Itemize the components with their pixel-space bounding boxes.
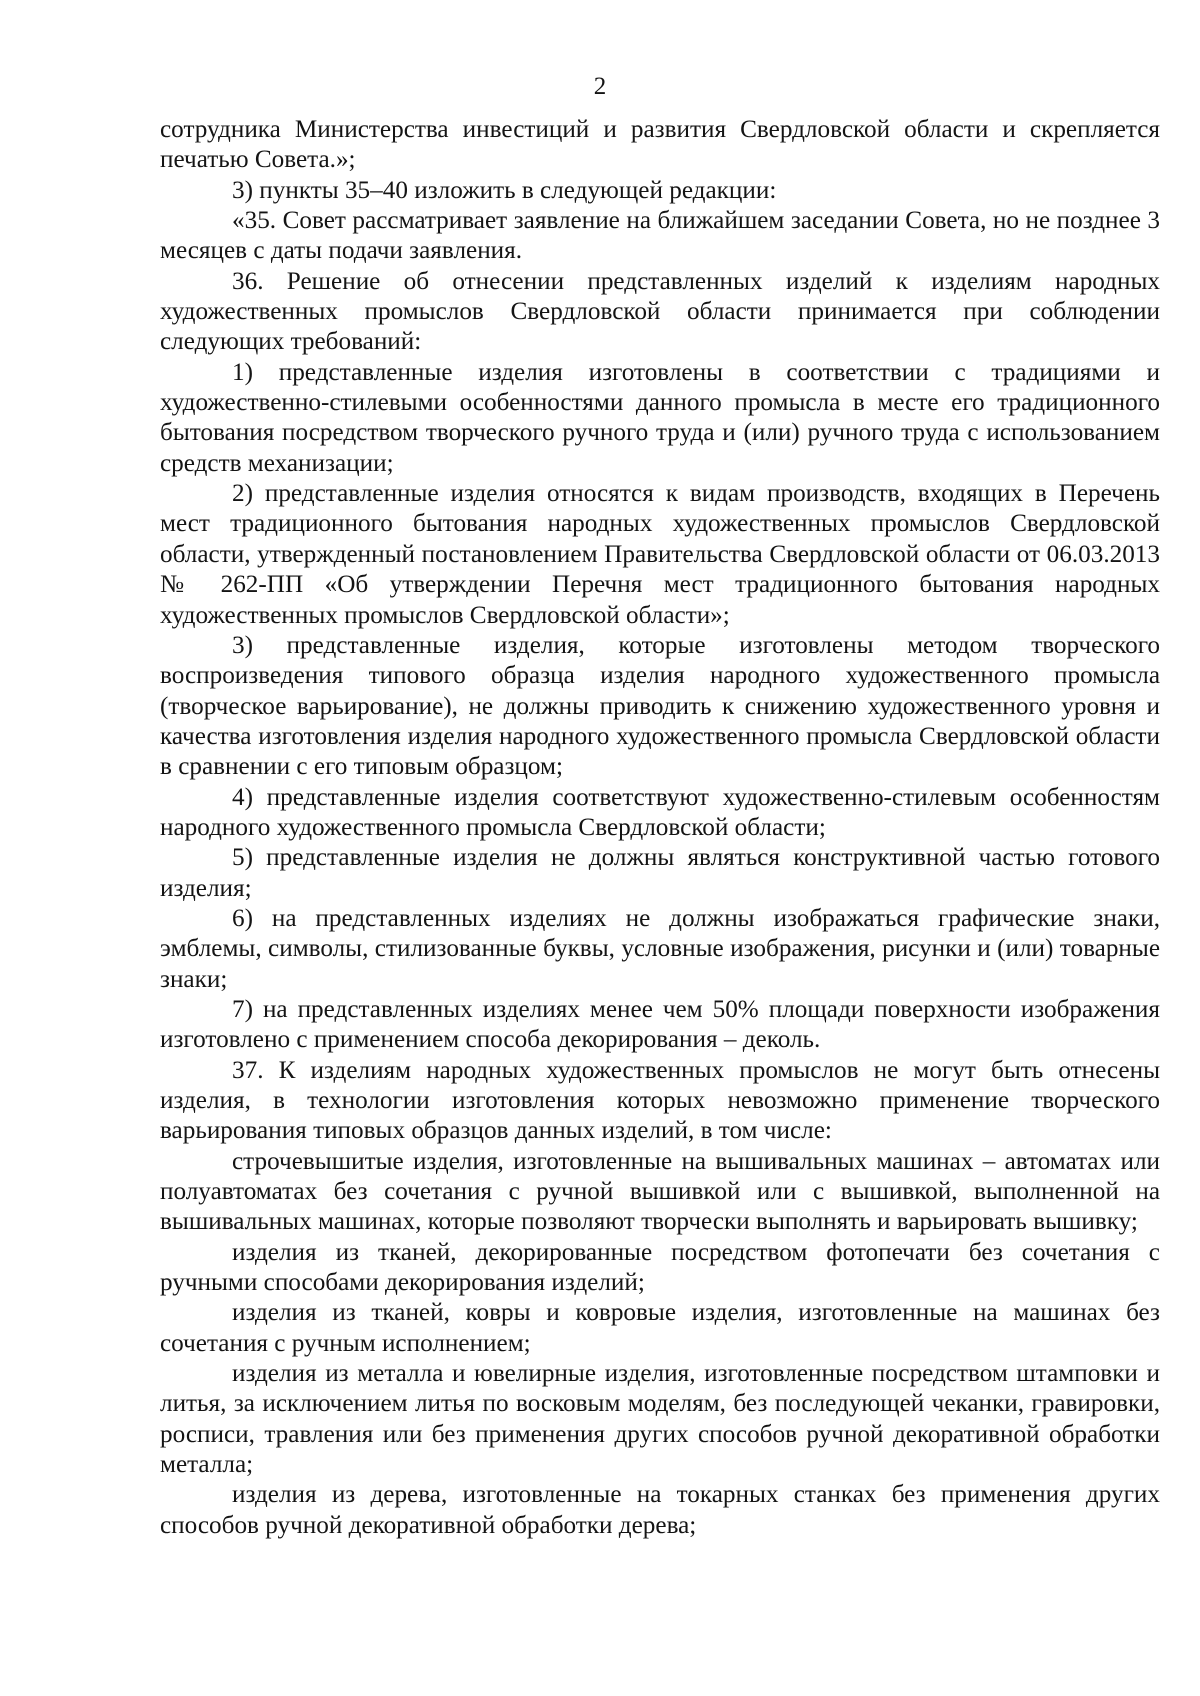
page-number: 2	[593, 73, 607, 100]
paragraph-37: 37. К изделиям народных художественных промыслов не могут быть отнесены изделия, в технологии изготовления которых невозможно применение творческого варьирования типовых образцов данных изделий, в том числе:	[160, 1056, 1160, 1145]
paragraph-36-item-3: 3) представленные изделия, которые изготовлены методом творческого воспроизведения типового образца изделия народного художественного промысла (творческое варьирование), не должны приводить к снижению художественного уровня и качества изготовления изделия народного художественного промысла Свердловской области в сравнении с его типовым образцом;	[160, 631, 1160, 781]
paragraph-37-item-wood: изделия из дерева, изготовленные на токарных станках без применения других способов ручной декоративной обработки дерева;	[160, 1481, 1160, 1539]
paragraph-36-item-2: 2) представленные изделия относятся к видам производств, входящих в Перечень мест традиционного бытования народных художественных промыслов Свердловской области, утвержденный постановлением Правительства Свердловской области от 06.03.2013 № 262-ПП «Об утверждении Перечня мест традиционного бытования народных художественных промыслов Свердловской области»;	[160, 480, 1160, 629]
paragraph-37-item-embroidery: строчевышитые изделия, изготовленные на вышивальных машинах – автоматах или полуавтоматах без сочетания с ручной вышивкой или с вышивкой, выполненной на вышивальных машинах, которые позволяют творчески выполнять и варьировать вышивку;	[160, 1147, 1160, 1236]
paragraph-37-item-carpets: изделия из тканей, ковры и ковровые изделия, изготовленные на машинах без сочетания с ручным исполнением;	[160, 1299, 1160, 1357]
paragraph-37-item-metal: изделия из металла и ювелирные изделия, изготовленные посредством штамповки и литья, за исключением литья по восковым моделям, без последующей чеканки, гравировки, росписи, травления или без применения других способов ручной декоративной обработки металла;	[160, 1360, 1160, 1479]
paragraph-item-3-intro: 3) пункты 35–40 изложить в следующей редакции:	[232, 176, 777, 204]
document-body	[160, 115, 1160, 1541]
paragraph-36-item-7: 7) на представленных изделиях менее чем 50% площади поверхности изображения изготовлено с применением способа декорирования – деколь.	[160, 995, 1160, 1054]
paragraph-35: «35. Совет рассматривает заявление на ближайшем заседании Совета, но не позднее 3 месяцев с даты подачи заявления.	[160, 207, 1160, 265]
paragraph-36-item-5: 5) представленные изделия не должны являться конструктивной частью готового изделия;	[160, 844, 1160, 902]
paragraph-37-item-photoprint: изделия из тканей, декорированные посредством фотопечати без сочетания с ручными способами декорирования изделий;	[160, 1238, 1160, 1297]
paragraph-36: 36. Решение об отнесении представленных изделий к изделиям народных художественных промыслов Свердловской области принимается при соблюдении следующих требований:	[160, 267, 1160, 356]
paragraph-continuation: сотрудника Министерства инвестиций и развития Свердловской области и скрепляется печатью Совета.»;	[160, 116, 1160, 174]
paragraph-36-item-6: 6) на представленных изделиях не должны изображаться графические знаки, эмблемы, символы, стилизованные буквы, условные изображения, рисунки и (или) товарные знаки;	[160, 904, 1160, 993]
paragraph-36-item-4: 4) представленные изделия соответствуют художественно-стилевым особенностям народного художественного промысла Свердловской области;	[160, 783, 1160, 841]
paragraph-36-item-1: 1) представленные изделия изготовлены в соответствии с традициями и художественно-стилевыми особенностями данного промысла в месте его традиционного бытования посредством творческого ручного труда и (или) ручного труда с использованием средств механизации;	[160, 358, 1160, 477]
